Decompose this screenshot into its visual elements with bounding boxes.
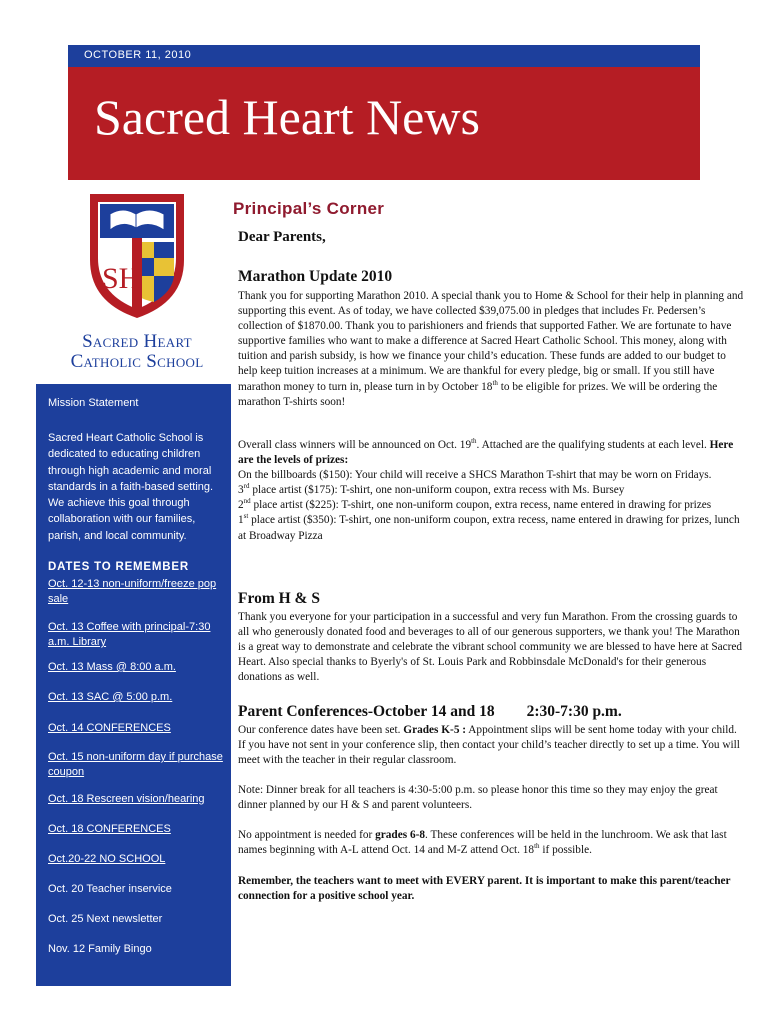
school-name-line2: Catholic School	[70, 351, 204, 372]
date-item[interactable]: Oct. 18 Rescreen vision/hearing	[48, 793, 205, 805]
marathon-paragraph: Thank you for supporting Marathon 2010. A special thank you to Home & School for their help in planning and supporting this event. As of today, we have collected $39,075.00 in pledges that includes Fr. Pedersen’s collection of $1870.00. Thank you to parishioners and friends that supported Father. We are fortunate to have supportive families who want to make a difference at Sacred Heart Catholic School. This money, along with tuition and parish subsidy, is how we finance your child’s education. These funds are added to our budget to help keep tuition increases at a minimum. We are thankful for every pledge, big or small. If you still have marathon money to turn in, please turn in by October 18th to be eligible for prizes. We will be ordering the marathon T-shirts soon!	[238, 290, 744, 408]
prize-billboard: On the billboards ($150): Your child will receive a SHCS Marathon T-shirt that may be worn on Fridays.	[238, 469, 712, 482]
principals-corner-heading: Principal’s Corner	[233, 199, 385, 218]
school-name-line1: Sacred Heart	[82, 331, 192, 352]
prize-first: 1st place artist ($350): T-shirt, one non-uniform coupon, extra recess, name entered in drawing for prizes, lunch at Broadway Pizza	[238, 512, 740, 542]
issue-date: OCTOBER 11, 2010	[84, 49, 192, 61]
conferences-paragraph-4: Remember, the teachers want to meet with EVERY parent. It is important to make this parent/teacher connection for a positive school year.	[238, 875, 731, 903]
conferences-title: Parent Conferences-October 14 and 18 2:30-7:30 p.m.	[238, 703, 622, 720]
date-item[interactable]: Oct. 13 Mass @ 8:00 a.m.	[48, 661, 176, 673]
marathon-title: Marathon Update 2010	[238, 268, 393, 285]
crest-icon	[86, 190, 188, 322]
mission-title: Mission Statement	[48, 397, 139, 409]
prize-second: 2nd place artist ($225): T-shirt, one non-uniform coupon, extra recess, name entered in drawing for prizes	[238, 497, 712, 512]
date-item[interactable]: Oct. 13 SAC @ 5:00 p.m.	[48, 691, 173, 703]
date-item: Oct. 20 Teacher inservice	[48, 883, 172, 895]
conferences-paragraph-3: No appointment is needed for grades 6-8. These conferences will be held in the lunchroom. We ask that last names beginning with A-L attend Oct. 14 and M-Z attend Oct. 18th if possible.	[238, 829, 727, 857]
sidebar	[36, 384, 231, 986]
newsletter-title: Sacred Heart News	[94, 89, 480, 145]
date-item[interactable]: Oct. 18 CONFERENCES	[48, 823, 171, 835]
date-item[interactable]: Oct. 14 CONFERENCES	[48, 722, 171, 734]
hs-title: From H & S	[238, 590, 320, 607]
school-name	[62, 332, 212, 372]
date-item: Nov. 12 Family Bingo	[48, 943, 152, 955]
crest-checker-2	[154, 242, 174, 258]
prize-third: 3rd place artist ($175): T-shirt, one non-uniform coupon, extra recess with Ms. Bursey	[238, 482, 625, 497]
conferences-paragraph-1: Our conference dates have been set. Grades K-5 : Appointment slips will be sent home today with your child. If you have not sent in your conference slip, then contact your child’s teacher directly to set up a time. You will meet with the teacher in their regular classroom.	[238, 724, 740, 767]
date-item: Oct. 25 Next newsletter	[48, 913, 163, 925]
date-item[interactable]: Oct. 13 Coffee with principal-7:30 a.m. Library	[48, 621, 211, 648]
prizes-paragraph: Overall class winners will be announced on Oct. 19th. Attached are the qualifying students at each level. Here are the levels of prizes: On the billboards ($150): Your child will receive a SHCS Marathon T-shirt that may be worn on Fridays. 3rd place artist ($175): T-shirt, one non-uniform coupon, extra recess with Ms. Bursey 2nd place artist ($225): T-shirt, one non-uniform coupon, extra recess, name entered in drawing for prizes 1st place artist ($350): T-shirt, one non-uniform coupon, extra recess, name entered in drawing for prizes, lunch at Broadway Pizza	[238, 438, 746, 544]
crest-monogram: SH	[102, 262, 141, 295]
date-item[interactable]: Oct.20-22 NO SCHOOL	[48, 853, 166, 865]
date-item[interactable]: Oct. 15 non-uniform day if purchase coupon	[48, 751, 223, 778]
crest-checker-4	[154, 258, 174, 276]
dates-title: DATES TO REMEMBER	[48, 561, 189, 573]
mission-text: Sacred Heart Catholic School is dedicated to educating children through high academic and moral standards in a faith-based setting. We achieve this goal through collaboration with our families, parish, and local community.	[48, 432, 214, 542]
conferences-paragraph-2: Note: Dinner break for all teachers is 4:30-5:00 p.m. so please honor this time so they may enjoy the great dinner planned by our H & S and parent volunteers.	[238, 784, 718, 812]
date-item[interactable]: Oct. 12-13 non-uniform/freeze pop sale	[48, 578, 217, 605]
greeting: Dear Parents,	[238, 229, 326, 245]
hs-paragraph: Thank you everyone for your participation in a successful and very fun Marathon. From the crossing guards to all who generously donated food and beverages to all of our generous supporters, we thank you! The Marathon is a great way to demonstrate and celebrate the vibrant school community we are blessed to have here at Sacred Heart. Also special thanks to Byerly's of St. Louis Park and Robbinsdale McDonald's for their generous donations as well.	[238, 611, 743, 684]
